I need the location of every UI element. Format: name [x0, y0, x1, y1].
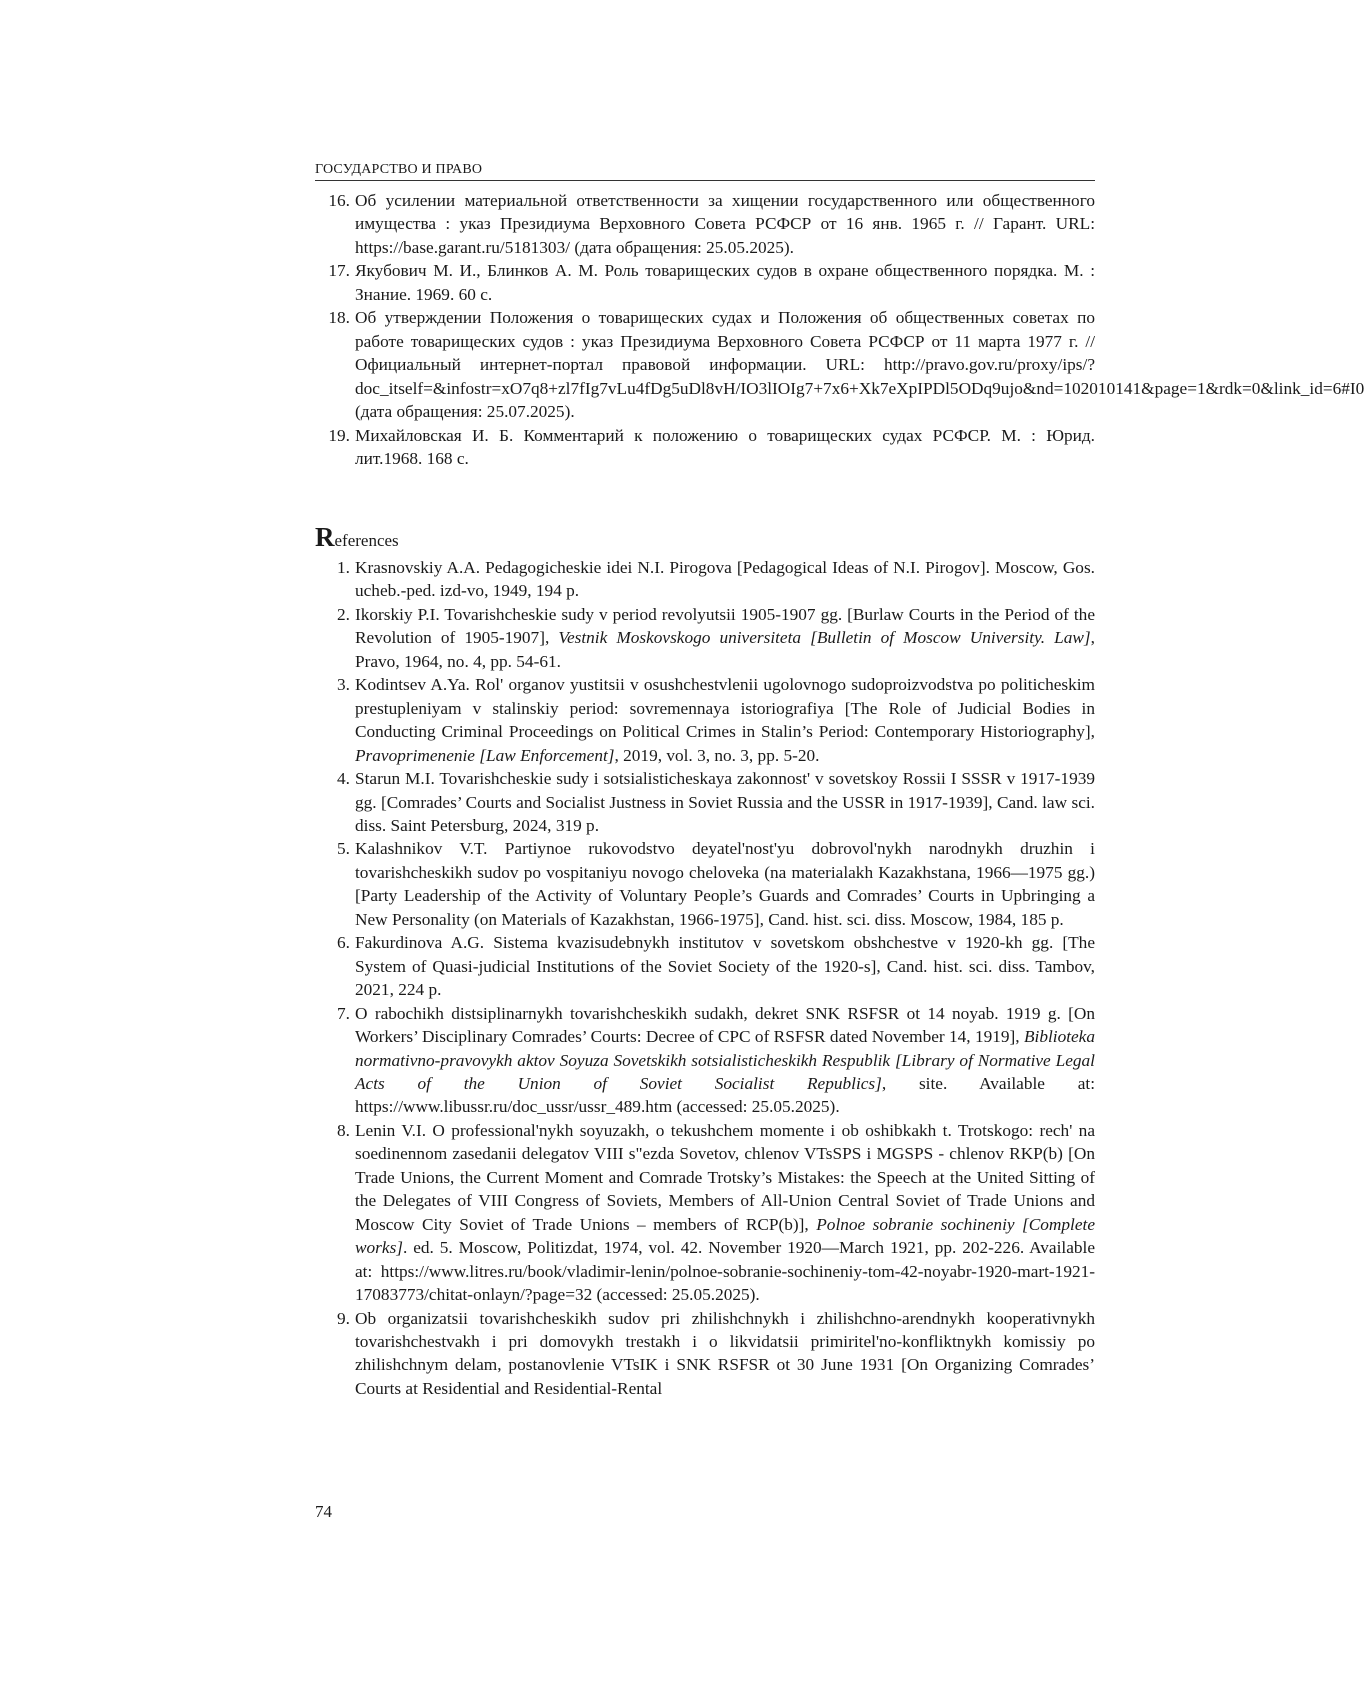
- reference-text: Starun M.I. Tovarishcheskie sudy i sotsialisticheskaya zakonnost' v sovetskoy Rossii I SSSR v 1917-1939 gg. [Comrades’ Courts and Socialist Justness in Soviet Russia and the USSR in 1917-1939], Cand. law sci. diss. Saint Petersburg, 2024, 319 p.: [355, 769, 1095, 835]
- reference-source-title: Pravoprimenenie [Law Enforcement]: [355, 746, 615, 765]
- reference-item: [315, 306, 1095, 423]
- reference-item: [315, 556, 1095, 603]
- reference-text: Krasnovskiy A.A. Pedagogicheskie idei N.I. Pirogova [Pedagogical Ideas of N.I. Pirogov]. Moscow, Gos. ucheb.-ped. izd-vo, 1949, 194 p.: [355, 558, 1095, 600]
- reference-text: Lenin V.I. O professional'nykh soyuzakh, o tekushchem momente i ob oshibkakh t. Trotskogo: rech' na soedinennom zasedanii delegatov VIII s"ezda Sovetov, chlenov VTsSPS i MGSPS - chlenov RKP(b) [On Trade Unions, the Current Moment and Comrade Trotsky’s Mistakes: the Speech at the United Sitting of the Delegates of VIII Congress of Soviets, Members of All-Union Central Soviet of Trade Unions and Moscow City Soviet of Trade Unions – members of RCP(b)],: [355, 1121, 1095, 1234]
- reference-source-title: Biblioteka normativno-pravovykh aktov Soyuza Sovetskikh sotsialisticheskikh Respublik [Library of Normative Legal Acts of the Union of Soviet Socialist Republics]: [355, 1027, 1095, 1093]
- references-heading: [315, 522, 399, 553]
- reference-item: [315, 931, 1095, 1001]
- reference-item: [315, 673, 1095, 767]
- reference-text: O rabochikh distsiplinarnykh tovarishcheskikh sudakh, dekret SNK RSFSR ot 14 noyab. 1919 g. [On Workers’ Disciplinary Comrades’ Courts: Decree of CPC of RSFSR dated November 14, 1919],: [355, 1004, 1095, 1046]
- reference-number: 4.: [315, 767, 350, 790]
- reference-text: Ikorskiy P.I. Tovarishcheskie sudy v period revolyutsii 1905-1907 gg. [Burlaw Courts in the Period of the Revolution of 1905-1907],: [355, 605, 1095, 647]
- reference-number: 8.: [315, 1119, 350, 1142]
- reference-number: 7.: [315, 1002, 350, 1025]
- reference-number: 5.: [315, 837, 350, 860]
- reference-number: 2.: [315, 603, 350, 626]
- reference-text: , site. Available at: https://www.libussr.ru/doc_ussr/ussr_489.htm (accessed: 25.05.2025).: [355, 1074, 1095, 1116]
- reference-item: [315, 259, 1095, 306]
- russian-reference-list: [315, 189, 1095, 470]
- reference-number: 3.: [315, 673, 350, 696]
- reference-item: [315, 189, 1095, 259]
- reference-item: [315, 603, 1095, 673]
- reference-item: [315, 1119, 1095, 1307]
- reference-text: . ed. 5. Moscow, Politizdat, 1974, vol. 42. November 1920—March 1921, pp. 202-226. Available at: https://www.litres.ru/book/vladimir-lenin/polnoe-sobranie-sochineniy-tom-42-noyabr-1920-mart-1921-17083773/chitat-onlayn/?page=32 (accessed: 25.05.2025).: [355, 1238, 1095, 1304]
- reference-item: [315, 424, 1095, 471]
- reference-item: [315, 837, 1095, 931]
- english-reference-list: [315, 556, 1095, 1400]
- reference-number: 1.: [315, 556, 350, 579]
- references-heading-initial: R: [315, 522, 335, 552]
- reference-text: Якубович М. И., Блинков А. М. Роль товарищеских судов в охране общественного порядка. М. : Знание. 1969. 60 с.: [355, 261, 1095, 303]
- reference-text: Fakurdinova A.G. Sistema kvazisudebnykh institutov v sovetskom obshchestve v 1920-kh gg. [The System of Quasi-judicial Institutions of the Soviet Society of the 1920-s], Cand. hist. sci. diss. Tambov, 2021, 224 p.: [355, 933, 1095, 999]
- reference-text: Михайловская И. Б. Комментарий к положению о товарищеских судах РСФСР. М. : Юрид. лит.1968. 168 с.: [355, 426, 1095, 468]
- page-number: 74: [315, 1502, 332, 1522]
- reference-item: [315, 1307, 1095, 1401]
- reference-number: 9.: [315, 1307, 350, 1330]
- reference-source-title: Vestnik Moskovskogo universiteta [Bulletin of Moscow University. Law]: [558, 628, 1090, 647]
- references-heading-rest: eferences: [335, 531, 399, 550]
- reference-number: 6.: [315, 931, 350, 954]
- reference-text: Kalashnikov V.T. Partiynoe rukovodstvo deyatel'nost'yu dobrovol'nykh narodnykh druzhin i tovarishcheskikh sudov po vospitaniyu novogo cheloveka (na materialakh Kazakhstana, 1966—1975 gg.) [Party Leadership of the Activity of Voluntary People’s Guards and Comrades’ Courts in Upbringing a New Personality (on Materials of Kazakhstan, 1966-1975], Cand. hist. sci. diss. Moscow, 1984, 185 p.: [355, 839, 1095, 928]
- reference-text: Об усилении материальной ответственности за хищении государственного или общественного имущества : указ Президиума Верховного Совета РСФСР от 16 янв. 1965 г. // Гарант. URL: https://base.garant.ru/5181303/ (дата обращения: 25.05.2025).: [355, 191, 1095, 257]
- reference-source-title: Polnoe sobranie sochineniy [Complete works]: [355, 1215, 1095, 1257]
- reference-text: Kodintsev A.Ya. Rol' organov yustitsii v osushchestvlenii ugolovnogo sudoproizvodstva po politicheskim prestupleniyam v stalinskiy period: sovremennaya istoriografiya [The Role of Judicial Bodies in Conducting Criminal Proceedings on Political Crimes in Stalin’s Period: Contemporary Historiography],: [355, 675, 1095, 741]
- reference-item: [315, 1002, 1095, 1119]
- running-title: ГОСУДАРСТВО И ПРАВО: [315, 162, 1095, 181]
- reference-number: 16.: [315, 189, 350, 212]
- reference-text: Об утверждении Положения о товарищеских судах и Положения об общественных советах по работе товарищеских судов : указ Президиума Верховного Совета РСФСР от 11 марта 1977 г. // Официальный интернет-портал правовой информации. URL: http://pravo.gov.ru/proxy/ips/?doc_itself=&infostr=xO7q8+zl7fIg7vLu4fDg5uDl8vH/IO3lIOIg7+7x6+Xk7eXpIPDl5ODq9ujo&nd=102010141&page=1&rdk=0&link_id=6#I0 (дата обращения: 25.07.2025).: [355, 308, 1364, 421]
- reference-number: 18.: [315, 306, 350, 329]
- reference-text: , Pravo, 1964, no. 4, pp. 54-61.: [355, 628, 1095, 670]
- reference-text: Ob organizatsii tovarishcheskikh sudov pri zhilishchnykh i zhilishchno-arendnykh kooperativnykh tovarishchestvakh i pri domovykh trestakh i o likvidatsii primiritel'no-konfliktnykh komissiy po zhilishchnym delam, postanovlenie VTsIK i SNK RSFSR ot 30 June 1931 [On Organizing Comrades’ Courts at Residential and Residential-Rental: [355, 1309, 1095, 1398]
- reference-text: , 2019, vol. 3, no. 3, pp. 5-20.: [615, 746, 820, 765]
- reference-number: 17.: [315, 259, 350, 282]
- reference-number: 19.: [315, 424, 350, 447]
- reference-item: [315, 767, 1095, 837]
